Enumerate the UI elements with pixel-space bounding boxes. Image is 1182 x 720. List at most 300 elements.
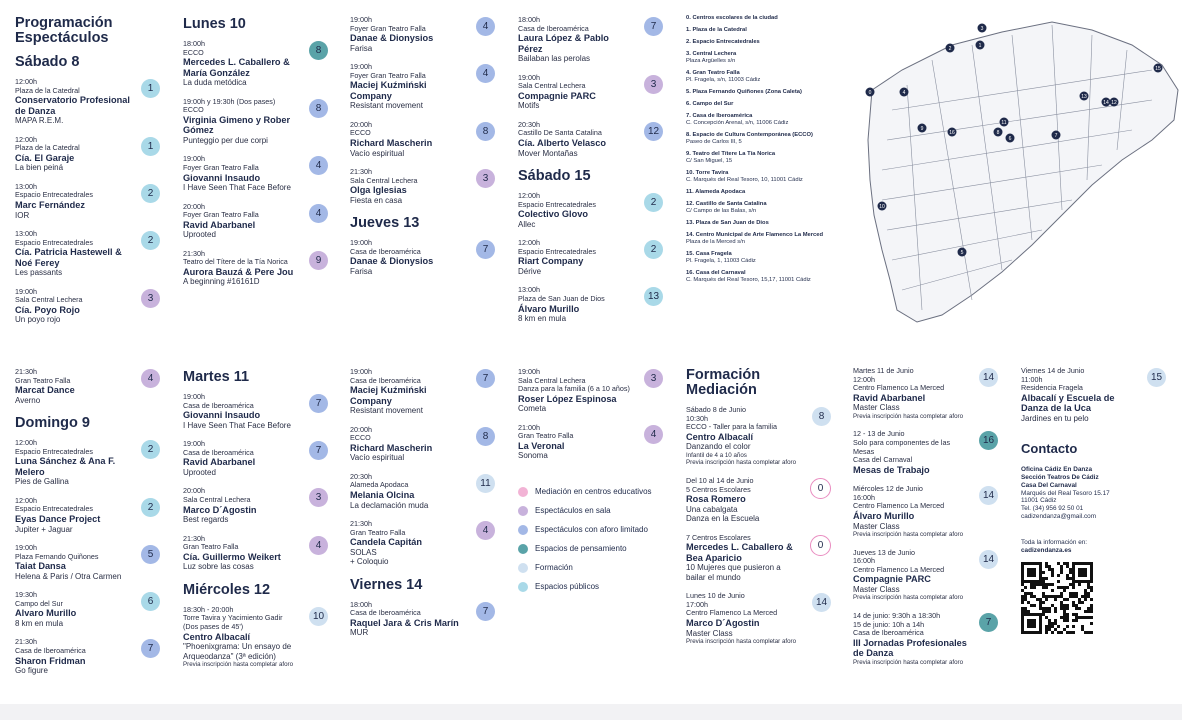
event-list — [183, 40, 328, 287]
qr-module — [1063, 586, 1066, 589]
event-show-title: Farisa — [350, 266, 373, 276]
location-number-badge: 8 — [309, 41, 328, 60]
event-item[interactable] — [686, 534, 831, 583]
event-artist: Virginia Gimeno y Rober Gómez — [183, 114, 291, 136]
page-footer-strip — [0, 704, 1182, 720]
event-list — [350, 16, 495, 205]
event-place: Casa de Iberoamérica — [15, 646, 86, 656]
event-time: 21:30h — [350, 519, 372, 529]
event-artist: Giovanni Insaudo — [183, 410, 261, 421]
event-item[interactable] — [183, 487, 328, 524]
qr-module — [1051, 595, 1054, 598]
event-show-title: Sonoma — [518, 451, 548, 461]
location-entry — [686, 113, 836, 127]
event-time: Del 10 al 14 de Junio — [686, 475, 754, 485]
qr-module — [1090, 580, 1093, 583]
qr-module — [1063, 619, 1066, 622]
event-item[interactable] — [15, 439, 160, 487]
event-time: 12:00h — [15, 77, 37, 86]
event-show-title: Master Class — [853, 403, 900, 413]
location-name: 16. Casa del Carnaval — [686, 270, 746, 276]
qr-module — [1066, 565, 1069, 568]
event-time: 21:00h — [518, 422, 540, 432]
qr-module — [1033, 625, 1036, 628]
legend-dot-icon — [518, 544, 528, 554]
map-marker-label: 0 — [868, 90, 872, 96]
location-address: C/ San Miguel, 15 — [686, 158, 733, 164]
qr-module — [1060, 607, 1063, 610]
qr-module — [1027, 622, 1030, 625]
event-show-title: MAPA R.E.M. — [15, 116, 64, 126]
day-heading: Miércoles 12 — [183, 581, 271, 598]
info-label: Toda la información en: — [1021, 538, 1088, 546]
contact-phone[interactable]: Tel. (34) 956 92 50 01 — [1021, 505, 1084, 513]
event-time: 19:30h — [15, 590, 37, 600]
location-name: 12. Castillo de Santa Catalina — [686, 201, 767, 207]
contact-email[interactable]: cadizendanza@gmail.com — [1021, 513, 1097, 521]
event-item[interactable] — [15, 230, 160, 278]
map-svg — [862, 10, 1180, 325]
event-artist: Ravid Abarbanel — [853, 392, 926, 403]
qr-module — [1039, 619, 1042, 622]
event-show-title: Mover Montañas — [518, 148, 578, 158]
event-item[interactable] — [15, 78, 160, 126]
event-item[interactable] — [183, 606, 328, 669]
event-artist: Conservatorio Profesional de Danza — [15, 95, 130, 116]
day-heading: Domingo 9 — [15, 415, 90, 432]
event-item[interactable] — [686, 592, 831, 645]
event-artist: Sharon Fridman — [15, 655, 86, 666]
event-list — [15, 368, 160, 405]
legend-dot-icon — [518, 582, 528, 592]
qr-module — [1033, 604, 1036, 607]
event-item[interactable] — [183, 440, 328, 477]
qr-module — [1036, 631, 1039, 634]
qr-module — [1024, 631, 1027, 634]
event-artist: Álvaro Murillo — [853, 511, 915, 522]
qr-module — [1081, 595, 1084, 598]
qr-module — [1078, 574, 1081, 577]
qr-module — [1030, 592, 1033, 595]
qr-module — [1027, 625, 1030, 628]
event-item[interactable] — [518, 239, 663, 276]
qr-module — [1042, 595, 1045, 598]
qr-module — [1066, 562, 1069, 565]
qr-module — [1048, 583, 1051, 586]
event-time: 20:00h — [350, 119, 372, 129]
event-place: 11:00h — [1021, 374, 1043, 384]
qr-module — [1039, 583, 1042, 586]
qr-module — [1045, 598, 1048, 601]
qr-module — [1030, 586, 1033, 589]
event-show-title: La bien peiná — [15, 163, 64, 173]
event-item[interactable] — [518, 16, 663, 64]
event-list — [686, 406, 831, 646]
qr-module — [1087, 592, 1090, 595]
location-number-badge: 7 — [476, 602, 495, 621]
legend-dot-icon — [518, 525, 528, 535]
event-item[interactable] — [686, 477, 831, 524]
event-time: 19:00h — [15, 543, 37, 553]
event-artist: Marco D´Agostin — [183, 504, 257, 515]
qr-module — [1024, 595, 1027, 598]
event-show-title: Resistant movement — [350, 406, 423, 416]
qr-module — [1021, 589, 1024, 592]
qr-module — [1066, 604, 1069, 607]
map-marker-label: 5 — [960, 250, 964, 256]
qr-module — [1024, 592, 1027, 595]
col-lunes-cont — [350, 16, 495, 286]
qr-module — [1078, 580, 1081, 583]
event-show-title: MUR — [350, 628, 369, 638]
qr-module — [1063, 607, 1066, 610]
qr-module — [1054, 619, 1057, 622]
event-artist: Ravid Abarbanel — [183, 457, 256, 468]
event-place: Plaza Fernando Quiñones — [15, 551, 99, 561]
event-place: Gran Teatro Falla — [350, 527, 406, 537]
qr-module — [1078, 616, 1081, 619]
event-item[interactable] — [853, 612, 998, 666]
event-item[interactable] — [15, 591, 160, 628]
qr-module — [1072, 619, 1075, 622]
location-address: Plaza Argüelles s/n — [686, 58, 736, 64]
legend-item — [518, 544, 663, 554]
event-time: 19:00h — [15, 286, 37, 296]
qr-module — [1090, 598, 1093, 601]
event-item[interactable] — [350, 368, 495, 416]
event-list — [518, 192, 663, 324]
contact-line: Sección Teatros De Cádiz — [1021, 474, 1099, 482]
event-show-subtitle: Danza en la Escuela — [686, 514, 760, 524]
event-artist: Ravid Abarbanel — [183, 219, 256, 230]
event-item[interactable] — [183, 250, 328, 287]
event-item[interactable] — [183, 40, 328, 88]
location-name: 7. Casa de Iberoamérica — [686, 113, 753, 119]
qr-module — [1060, 604, 1063, 607]
location-number-badge: 9 — [309, 251, 328, 270]
event-item[interactable] — [15, 183, 160, 220]
event-registration-note: Previa inscripción hasta completar aforo — [853, 412, 964, 420]
event-item[interactable] — [853, 430, 998, 475]
event-artist: Cía. Patricia Hastewell & Noé Ferey — [15, 247, 122, 268]
event-time: 12:00h — [518, 191, 540, 201]
qr-module — [1069, 568, 1072, 571]
qr-module — [1045, 610, 1048, 613]
qr-module — [1042, 586, 1045, 589]
location-entry — [686, 232, 836, 246]
event-item[interactable] — [1021, 367, 1166, 423]
location-address: C. Marqués del Real Tesoro, 15,17, 11001 Cádiz — [686, 277, 811, 283]
location-number-badge: 3 — [644, 369, 663, 388]
qr-module — [1057, 574, 1060, 577]
day-heading: Sábado 8 — [15, 54, 80, 70]
qr-module — [1042, 580, 1045, 583]
qr-module — [1054, 622, 1057, 625]
qr-module — [1048, 610, 1051, 613]
event-list — [15, 78, 160, 325]
event-item[interactable] — [350, 63, 495, 111]
event-item[interactable] — [350, 473, 495, 510]
qr-module — [1042, 601, 1045, 604]
legend-item — [518, 525, 663, 535]
qr-module — [1066, 613, 1069, 616]
formacion-title: Formación Mediación — [686, 367, 761, 398]
event-artist: Marco D´Agostin — [686, 618, 760, 629]
qr-module — [1039, 616, 1042, 619]
event-list — [518, 16, 663, 158]
event-time: 19:00h — [518, 367, 540, 376]
event-item[interactable] — [15, 497, 160, 534]
col-sabado-8 — [15, 16, 160, 335]
event-place-detail: Danza para la familia (6 a 10 años) — [518, 384, 630, 394]
event-place: Espacio Entrecatedrales — [15, 446, 93, 456]
event-place: 12:00h — [853, 374, 875, 384]
qr-module — [1042, 577, 1045, 580]
website-link[interactable]: cadizendanza.es — [1021, 546, 1072, 554]
location-name: 2. Espacio Entrecatedrales — [686, 39, 760, 45]
legend-item — [518, 582, 663, 592]
event-artist: Olga Iglesias — [350, 185, 407, 196]
event-item[interactable] — [183, 98, 328, 146]
event-place: Alameda Apodaca — [350, 480, 409, 490]
event-artist: Aurora Bauzá & Pere Jou — [183, 266, 294, 277]
qr-module — [1033, 571, 1036, 574]
location-name: 11. Alameda Apodaca — [686, 189, 746, 195]
map-marker-label: 4 — [902, 90, 906, 96]
location-name: 4. Gran Teatro Falla — [686, 70, 740, 76]
qr-module — [1069, 583, 1072, 586]
event-item[interactable] — [350, 426, 495, 463]
event-item[interactable] — [15, 136, 160, 173]
event-item[interactable] — [183, 535, 328, 572]
qr-module — [1075, 592, 1078, 595]
event-item[interactable] — [15, 544, 160, 581]
event-show-title: Vacío espiritual — [350, 453, 405, 463]
qr-module — [1072, 631, 1075, 634]
event-show-title: 10 Mujeres que pusieron a bailar el mundo — [686, 563, 781, 582]
location-address: Pl. Fragela, 1, 11003 Cádiz — [686, 258, 756, 264]
event-show-subtitle: + Coloquio — [350, 557, 389, 567]
city-map[interactable] — [862, 10, 1180, 325]
event-item[interactable] — [518, 74, 663, 111]
location-number-badge: 11 — [476, 474, 495, 493]
qr-module — [1087, 631, 1090, 634]
event-place: Gran Teatro Falla — [183, 542, 239, 552]
qr-module — [1027, 592, 1030, 595]
location-number-badge: 14 — [979, 550, 998, 569]
event-show-title: Punteggio per due corpi — [183, 135, 268, 145]
event-item[interactable] — [518, 286, 663, 323]
location-entry — [686, 201, 836, 215]
qr-module — [1066, 619, 1069, 622]
qr-module — [1060, 586, 1063, 589]
event-place: Casa de Iberoamérica — [183, 400, 254, 410]
day-heading: Sábado 15 — [518, 168, 591, 185]
qr-module — [1039, 601, 1042, 604]
qr-module — [1021, 583, 1024, 586]
event-show-title: Pies de Gallina — [15, 477, 69, 487]
event-item[interactable] — [183, 393, 328, 430]
qr-module — [1030, 595, 1033, 598]
qr-module — [1087, 616, 1090, 619]
qr-module — [1081, 568, 1084, 571]
qr-module — [1021, 562, 1024, 565]
event-item[interactable] — [686, 406, 831, 467]
qr-module — [1042, 613, 1045, 616]
location-name: 9. Teatro del Títere La Tía Norica — [686, 151, 776, 157]
event-time: 12:00h — [15, 134, 37, 144]
qr-module — [1030, 631, 1033, 634]
legend-label: Formación — [535, 563, 573, 573]
qr-module — [1060, 568, 1063, 571]
qr-code-icon[interactable] — [1021, 562, 1093, 634]
qr-module — [1024, 610, 1027, 613]
event-item[interactable] — [518, 121, 663, 158]
qr-module — [1021, 574, 1024, 577]
location-entry — [686, 151, 836, 165]
qr-module — [1060, 601, 1063, 604]
event-show-title: Una cabalgata — [686, 504, 738, 514]
qr-module — [1030, 574, 1033, 577]
qr-module — [1027, 562, 1030, 565]
event-place: Espacio Entrecatedrales — [518, 199, 596, 209]
legend-label: Espacios de pensamiento — [535, 544, 627, 554]
location-address: C/ Campo de las Balas, s/n — [686, 208, 757, 214]
event-item[interactable] — [183, 203, 328, 240]
event-time: 19:00h — [183, 392, 205, 401]
day-heading: Viernes 14 — [350, 576, 423, 593]
event-show-title: Un poyo rojo — [15, 315, 61, 325]
qr-module — [1057, 631, 1060, 634]
qr-module — [1024, 586, 1027, 589]
qr-module — [1084, 574, 1087, 577]
event-artist: Rosa Romero — [686, 494, 746, 505]
qr-module — [1081, 601, 1084, 604]
event-artist: Compagnie PARC — [518, 90, 596, 101]
qr-module — [1072, 583, 1075, 586]
event-time: 19:00h — [350, 367, 372, 376]
event-time: 18:00h — [518, 15, 540, 24]
event-show-title: Uprooted — [183, 230, 216, 240]
event-time: 19:00h — [183, 154, 205, 164]
event-registration-note: Previa inscripción hasta completar aforo — [853, 594, 964, 602]
legend-dot-icon — [518, 487, 528, 497]
col-lunes-10 — [183, 16, 328, 297]
event-item[interactable] — [350, 121, 495, 158]
location-number-badge: 4 — [476, 521, 495, 540]
qr-module — [1030, 604, 1033, 607]
event-time: 12:00h — [15, 438, 37, 448]
qr-module — [1069, 577, 1072, 580]
qr-module — [1039, 568, 1042, 571]
qr-module — [1087, 610, 1090, 613]
location-number-badge: 2 — [141, 498, 160, 517]
qr-module — [1090, 631, 1093, 634]
event-item[interactable] — [183, 155, 328, 192]
qr-module — [1045, 625, 1048, 628]
event-item[interactable] — [15, 288, 160, 325]
location-number-badge: 4 — [141, 369, 160, 388]
qr-module — [1033, 580, 1036, 583]
event-item[interactable] — [350, 16, 495, 53]
qr-module — [1051, 571, 1054, 574]
qr-module — [1072, 586, 1075, 589]
event-item[interactable] — [518, 424, 663, 461]
event-artist: Melania Olcina — [350, 490, 415, 501]
event-item[interactable] — [518, 192, 663, 229]
event-item[interactable] — [15, 638, 160, 675]
location-number-badge: 8 — [476, 122, 495, 141]
qr-module — [1033, 622, 1036, 625]
qr-module — [1072, 592, 1075, 595]
event-time: 19:00h — [350, 15, 372, 24]
event-item[interactable] — [853, 367, 998, 420]
location-number-badge: 12 — [644, 122, 663, 141]
qr-module — [1084, 580, 1087, 583]
event-time: 12:00h — [15, 495, 37, 505]
qr-module — [1039, 622, 1042, 625]
event-item[interactable] — [853, 549, 998, 602]
qr-module — [1027, 568, 1030, 571]
event-item[interactable] — [518, 368, 663, 414]
legend-label: Espectáculos en sala — [535, 506, 611, 516]
event-item[interactable] — [350, 168, 495, 205]
event-item[interactable] — [15, 368, 160, 405]
event-show-title: "Phoenixgrama: Un ensayo de Arqueodanza" (3ª edición) — [183, 642, 292, 661]
contact-line: Casa Del Carnaval — [1021, 481, 1077, 489]
col-martes-cont — [350, 368, 495, 648]
col-formacion-2 — [853, 367, 998, 676]
qr-module — [1048, 628, 1051, 631]
event-list — [183, 393, 328, 572]
location-address: Pl. Fragela, s/n, 11003 Cádiz — [686, 77, 761, 83]
qr-module — [1072, 613, 1075, 616]
event-show-title: Master Class — [853, 584, 900, 594]
day-heading: Lunes 10 — [183, 16, 246, 32]
qr-module — [1042, 610, 1045, 613]
event-time: 21:30h — [183, 533, 205, 543]
location-number-badge: 13 — [644, 287, 663, 306]
qr-module — [1063, 598, 1066, 601]
qr-module — [1033, 595, 1036, 598]
event-item[interactable] — [853, 485, 998, 538]
qr-module — [1051, 631, 1054, 634]
qr-module — [1021, 619, 1024, 622]
location-number-badge: 4 — [309, 536, 328, 555]
event-item[interactable] — [350, 520, 495, 567]
event-registration-note: Previa inscripción hasta completar aforo — [853, 658, 964, 666]
contact-line: Oficina Cádiz En Danza — [1021, 466, 1093, 474]
event-item[interactable] — [350, 239, 495, 276]
event-list — [350, 368, 495, 567]
qr-module — [1039, 565, 1042, 568]
location-number-badge: 4 — [476, 17, 495, 36]
legend-item — [518, 487, 663, 497]
programacion-title: Programación Espectáculos — [15, 15, 113, 46]
event-item[interactable] — [350, 601, 495, 638]
qr-module — [1087, 580, 1090, 583]
qr-module — [1033, 586, 1036, 589]
qr-module — [1090, 607, 1093, 610]
qr-module — [1054, 607, 1057, 610]
qr-module — [1036, 583, 1039, 586]
location-number-badge: 14 — [979, 486, 998, 505]
location-number-badge: 8 — [309, 99, 328, 118]
event-place-detail: Centro Flamenco La Merced — [853, 501, 945, 511]
event-time: Miércoles 12 de Junio — [853, 484, 923, 494]
location-entry — [686, 251, 836, 265]
location-number-badge: 14 — [812, 593, 831, 612]
